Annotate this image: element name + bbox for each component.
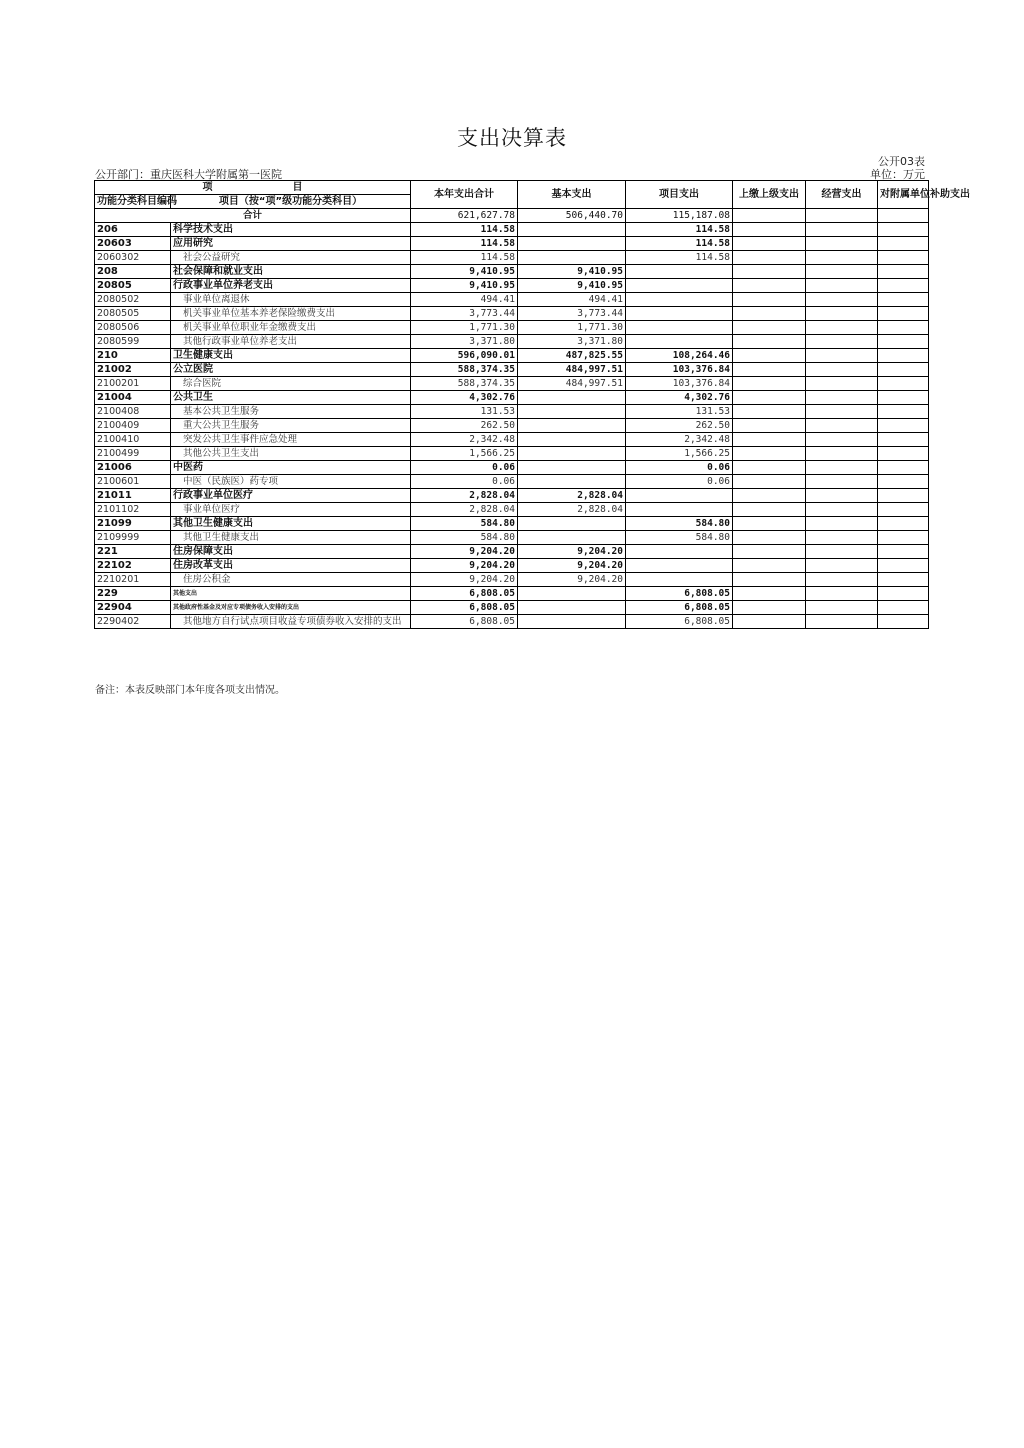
row-subsidy bbox=[878, 573, 929, 587]
row-code: 21006 bbox=[95, 461, 171, 475]
superior-col-header: 上缴上级支出 bbox=[733, 181, 806, 209]
row-basic: 9,204.20 bbox=[518, 559, 626, 573]
row-name: 社会公益研究 bbox=[171, 251, 411, 265]
row-project: 0.06 bbox=[626, 475, 733, 489]
row-superior bbox=[733, 419, 806, 433]
row-total: 114.58 bbox=[411, 251, 518, 265]
row-superior bbox=[733, 405, 806, 419]
row-code: 2080505 bbox=[95, 307, 171, 321]
row-code: 229 bbox=[95, 587, 171, 601]
table-row bbox=[95, 307, 929, 321]
row-project: 6,808.05 bbox=[626, 601, 733, 615]
row-total: 262.50 bbox=[411, 419, 518, 433]
row-subsidy bbox=[878, 279, 929, 293]
row-name: 公立医院 bbox=[171, 363, 411, 377]
row-basic bbox=[518, 237, 626, 251]
row-code: 21011 bbox=[95, 489, 171, 503]
row-basic bbox=[518, 601, 626, 615]
row-total: 494.41 bbox=[411, 293, 518, 307]
row-basic: 9,410.95 bbox=[518, 265, 626, 279]
row-name: 中医药 bbox=[171, 461, 411, 475]
operating-col-header: 经营支出 bbox=[806, 181, 878, 209]
row-subsidy bbox=[878, 489, 929, 503]
row-superior bbox=[733, 293, 806, 307]
row-subsidy bbox=[878, 447, 929, 461]
table-row bbox=[95, 419, 929, 433]
table-row bbox=[95, 279, 929, 293]
row-project: 6,808.05 bbox=[626, 587, 733, 601]
table-row bbox=[95, 615, 929, 629]
row-basic: 9,410.95 bbox=[518, 279, 626, 293]
row-superior bbox=[733, 377, 806, 391]
row-name: 其他行政事业单位养老支出 bbox=[171, 335, 411, 349]
row-superior bbox=[733, 307, 806, 321]
table-row bbox=[95, 601, 929, 615]
name-col-header: 项目（按“项”级功能分类科目） bbox=[171, 195, 411, 209]
row-name: 住房保障支出 bbox=[171, 545, 411, 559]
table-row bbox=[95, 265, 929, 279]
table-row bbox=[95, 489, 929, 503]
row-subsidy bbox=[878, 391, 929, 405]
row-subsidy bbox=[878, 615, 929, 629]
row-basic: 9,204.20 bbox=[518, 545, 626, 559]
row-superior bbox=[733, 601, 806, 615]
expenditure-table bbox=[94, 180, 970, 629]
row-basic: 9,204.20 bbox=[518, 573, 626, 587]
row-name: 其他支出 bbox=[171, 587, 411, 601]
row-code: 2100408 bbox=[95, 405, 171, 419]
row-subsidy bbox=[878, 531, 929, 545]
row-operating bbox=[806, 433, 878, 447]
table-row bbox=[95, 517, 929, 531]
row-project: 6,808.05 bbox=[626, 615, 733, 629]
table-row bbox=[95, 335, 929, 349]
basic-col-header: 基本支出 bbox=[518, 181, 626, 209]
row-project: 108,264.46 bbox=[626, 349, 733, 363]
row-operating bbox=[806, 545, 878, 559]
remark-note: 备注：本表反映部门本年度各项支出情况。 bbox=[95, 685, 285, 696]
table-row bbox=[95, 405, 929, 419]
row-code: 2210201 bbox=[95, 573, 171, 587]
row-subsidy bbox=[878, 419, 929, 433]
table-row bbox=[95, 223, 929, 237]
total-basic: 506,440.70 bbox=[518, 209, 626, 223]
row-superior bbox=[733, 615, 806, 629]
row-name: 其他地方自行试点项目收益专项债券收入安排的支出 bbox=[171, 615, 411, 629]
table-row bbox=[95, 433, 929, 447]
row-basic bbox=[518, 251, 626, 265]
row-code: 2100409 bbox=[95, 419, 171, 433]
row-superior bbox=[733, 545, 806, 559]
table-row bbox=[95, 237, 929, 251]
row-code: 2109999 bbox=[95, 531, 171, 545]
row-name: 机关事业单位职业年金缴费支出 bbox=[171, 321, 411, 335]
row-code: 21099 bbox=[95, 517, 171, 531]
row-name: 行政事业单位养老支出 bbox=[171, 279, 411, 293]
row-operating bbox=[806, 391, 878, 405]
row-project bbox=[626, 335, 733, 349]
row-project bbox=[626, 559, 733, 573]
row-subsidy bbox=[878, 321, 929, 335]
row-total: 6,808.05 bbox=[411, 615, 518, 629]
row-name: 突发公共卫生事件应急处理 bbox=[171, 433, 411, 447]
row-name: 其他卫生健康支出 bbox=[171, 517, 411, 531]
row-subsidy bbox=[878, 349, 929, 363]
total-row bbox=[95, 209, 929, 223]
row-operating bbox=[806, 349, 878, 363]
row-basic: 3,371.80 bbox=[518, 335, 626, 349]
table-row bbox=[95, 321, 929, 335]
row-total: 114.58 bbox=[411, 237, 518, 251]
row-basic bbox=[518, 433, 626, 447]
item-group-header: 项 目 bbox=[95, 181, 411, 195]
row-subsidy bbox=[878, 475, 929, 489]
row-name: 住房改革支出 bbox=[171, 559, 411, 573]
row-total: 2,828.04 bbox=[411, 503, 518, 517]
row-subsidy bbox=[878, 503, 929, 517]
row-code: 2100601 bbox=[95, 475, 171, 489]
row-project bbox=[626, 307, 733, 321]
table-row bbox=[95, 475, 929, 489]
table-row bbox=[95, 251, 929, 265]
row-subsidy bbox=[878, 307, 929, 321]
row-operating bbox=[806, 279, 878, 293]
row-code: 20805 bbox=[95, 279, 171, 293]
row-superior bbox=[733, 475, 806, 489]
row-code: 2100410 bbox=[95, 433, 171, 447]
total-col-header: 本年支出合计 bbox=[411, 181, 518, 209]
row-basic: 2,828.04 bbox=[518, 503, 626, 517]
row-superior bbox=[733, 265, 806, 279]
table-row bbox=[95, 545, 929, 559]
row-subsidy bbox=[878, 601, 929, 615]
row-name: 社会保障和就业支出 bbox=[171, 265, 411, 279]
form-number: 公开03表 bbox=[878, 155, 925, 168]
row-name: 机关事业单位基本养老保险缴费支出 bbox=[171, 307, 411, 321]
row-subsidy bbox=[878, 265, 929, 279]
row-superior bbox=[733, 503, 806, 517]
row-superior bbox=[733, 447, 806, 461]
code-col-header: 功能分类科目编码 bbox=[95, 195, 171, 209]
row-operating bbox=[806, 559, 878, 573]
row-name: 住房公积金 bbox=[171, 573, 411, 587]
row-total: 2,828.04 bbox=[411, 489, 518, 503]
row-project: 0.06 bbox=[626, 461, 733, 475]
row-basic: 2,828.04 bbox=[518, 489, 626, 503]
row-superior bbox=[733, 587, 806, 601]
row-superior bbox=[733, 559, 806, 573]
row-subsidy bbox=[878, 251, 929, 265]
row-code: 2290402 bbox=[95, 615, 171, 629]
row-code: 21004 bbox=[95, 391, 171, 405]
row-subsidy bbox=[878, 517, 929, 531]
row-total: 584.80 bbox=[411, 517, 518, 531]
row-project bbox=[626, 279, 733, 293]
row-project: 584.80 bbox=[626, 531, 733, 545]
table-row bbox=[95, 503, 929, 517]
row-total: 3,371.80 bbox=[411, 335, 518, 349]
table-row bbox=[95, 573, 929, 587]
row-total: 9,410.95 bbox=[411, 279, 518, 293]
row-code: 21002 bbox=[95, 363, 171, 377]
total-project: 115,187.08 bbox=[626, 209, 733, 223]
table-row bbox=[95, 363, 929, 377]
table-row bbox=[95, 447, 929, 461]
row-project: 103,376.84 bbox=[626, 377, 733, 391]
row-name: 公共卫生 bbox=[171, 391, 411, 405]
row-superior bbox=[733, 251, 806, 265]
row-operating bbox=[806, 419, 878, 433]
row-operating bbox=[806, 517, 878, 531]
row-superior bbox=[733, 237, 806, 251]
row-subsidy bbox=[878, 293, 929, 307]
row-basic: 494.41 bbox=[518, 293, 626, 307]
table-row bbox=[95, 531, 929, 545]
row-code: 210 bbox=[95, 349, 171, 363]
row-total: 114.58 bbox=[411, 223, 518, 237]
row-name: 基本公共卫生服务 bbox=[171, 405, 411, 419]
row-basic bbox=[518, 517, 626, 531]
row-operating bbox=[806, 489, 878, 503]
row-code: 221 bbox=[95, 545, 171, 559]
row-basic: 484,997.51 bbox=[518, 363, 626, 377]
row-basic bbox=[518, 461, 626, 475]
row-total: 0.06 bbox=[411, 475, 518, 489]
row-operating bbox=[806, 321, 878, 335]
row-name: 其他政府性基金及对应专项债务收入安排的支出 bbox=[171, 601, 411, 615]
department-label: 公开部门：重庆医科大学附属第一医院 bbox=[95, 168, 282, 181]
row-operating bbox=[806, 587, 878, 601]
row-project bbox=[626, 265, 733, 279]
row-basic: 487,825.55 bbox=[518, 349, 626, 363]
row-operating bbox=[806, 503, 878, 517]
row-total: 584.80 bbox=[411, 531, 518, 545]
row-code: 2100499 bbox=[95, 447, 171, 461]
row-project bbox=[626, 545, 733, 559]
row-total: 2,342.48 bbox=[411, 433, 518, 447]
row-subsidy bbox=[878, 545, 929, 559]
row-total: 6,808.05 bbox=[411, 587, 518, 601]
total-operating bbox=[806, 209, 878, 223]
row-superior bbox=[733, 433, 806, 447]
row-project bbox=[626, 573, 733, 587]
table-row bbox=[95, 377, 929, 391]
row-name: 重大公共卫生服务 bbox=[171, 419, 411, 433]
row-total: 9,204.20 bbox=[411, 545, 518, 559]
row-operating bbox=[806, 447, 878, 461]
row-total: 9,410.95 bbox=[411, 265, 518, 279]
row-operating bbox=[806, 531, 878, 545]
row-project bbox=[626, 503, 733, 517]
row-name: 科学技术支出 bbox=[171, 223, 411, 237]
row-operating bbox=[806, 615, 878, 629]
row-name: 事业单位离退休 bbox=[171, 293, 411, 307]
row-code: 2100201 bbox=[95, 377, 171, 391]
row-project: 1,566.25 bbox=[626, 447, 733, 461]
row-name: 应用研究 bbox=[171, 237, 411, 251]
project-col-header: 项目支出 bbox=[626, 181, 733, 209]
total-label: 合计 bbox=[95, 209, 411, 223]
row-name: 其他公共卫生支出 bbox=[171, 447, 411, 461]
row-subsidy bbox=[878, 433, 929, 447]
table-row bbox=[95, 293, 929, 307]
row-superior bbox=[733, 279, 806, 293]
row-superior bbox=[733, 335, 806, 349]
row-project: 2,342.48 bbox=[626, 433, 733, 447]
table-row bbox=[95, 461, 929, 475]
row-basic bbox=[518, 419, 626, 433]
row-basic bbox=[518, 531, 626, 545]
unit-label: 单位：万元 bbox=[870, 168, 925, 181]
row-subsidy bbox=[878, 223, 929, 237]
row-name: 综合医院 bbox=[171, 377, 411, 391]
row-code: 2080502 bbox=[95, 293, 171, 307]
row-superior bbox=[733, 321, 806, 335]
table-row bbox=[95, 349, 929, 363]
row-total: 1,771.30 bbox=[411, 321, 518, 335]
row-total: 4,302.76 bbox=[411, 391, 518, 405]
row-total: 3,773.44 bbox=[411, 307, 518, 321]
row-operating bbox=[806, 377, 878, 391]
row-total: 9,204.20 bbox=[411, 573, 518, 587]
table-row bbox=[95, 587, 929, 601]
row-project: 131.53 bbox=[626, 405, 733, 419]
row-operating bbox=[806, 335, 878, 349]
row-project: 114.58 bbox=[626, 223, 733, 237]
row-code: 208 bbox=[95, 265, 171, 279]
row-code: 206 bbox=[95, 223, 171, 237]
row-basic: 3,773.44 bbox=[518, 307, 626, 321]
row-project: 114.58 bbox=[626, 237, 733, 251]
row-code: 20603 bbox=[95, 237, 171, 251]
row-name: 事业单位医疗 bbox=[171, 503, 411, 517]
row-superior bbox=[733, 489, 806, 503]
row-superior bbox=[733, 391, 806, 405]
row-total: 6,808.05 bbox=[411, 601, 518, 615]
row-basic bbox=[518, 405, 626, 419]
row-name: 卫生健康支出 bbox=[171, 349, 411, 363]
row-project bbox=[626, 293, 733, 307]
row-total: 0.06 bbox=[411, 461, 518, 475]
table-row bbox=[95, 559, 929, 573]
row-project bbox=[626, 321, 733, 335]
page-title: 支出决算表 bbox=[457, 126, 567, 150]
row-total: 596,090.01 bbox=[411, 349, 518, 363]
row-operating bbox=[806, 573, 878, 587]
row-project: 103,376.84 bbox=[626, 363, 733, 377]
row-name: 其他卫生健康支出 bbox=[171, 531, 411, 545]
row-operating bbox=[806, 293, 878, 307]
row-operating bbox=[806, 405, 878, 419]
row-code: 2060302 bbox=[95, 251, 171, 265]
row-superior bbox=[733, 531, 806, 545]
row-operating bbox=[806, 601, 878, 615]
row-code: 22102 bbox=[95, 559, 171, 573]
row-basic bbox=[518, 615, 626, 629]
row-basic: 484,997.51 bbox=[518, 377, 626, 391]
row-subsidy bbox=[878, 363, 929, 377]
row-superior bbox=[733, 223, 806, 237]
row-subsidy bbox=[878, 377, 929, 391]
row-superior bbox=[733, 363, 806, 377]
row-code: 2101102 bbox=[95, 503, 171, 517]
row-total: 9,204.20 bbox=[411, 559, 518, 573]
row-basic bbox=[518, 447, 626, 461]
row-code: 2080599 bbox=[95, 335, 171, 349]
row-superior bbox=[733, 349, 806, 363]
row-operating bbox=[806, 223, 878, 237]
row-project: 262.50 bbox=[626, 419, 733, 433]
row-subsidy bbox=[878, 335, 929, 349]
row-subsidy bbox=[878, 587, 929, 601]
row-subsidy bbox=[878, 461, 929, 475]
row-operating bbox=[806, 475, 878, 489]
row-code: 2080506 bbox=[95, 321, 171, 335]
row-name: 行政事业单位医疗 bbox=[171, 489, 411, 503]
subsidy-col-header: 对附属单位补助支出 bbox=[878, 181, 929, 209]
row-project: 4,302.76 bbox=[626, 391, 733, 405]
row-superior bbox=[733, 461, 806, 475]
row-basic bbox=[518, 587, 626, 601]
row-operating bbox=[806, 363, 878, 377]
row-superior bbox=[733, 573, 806, 587]
total-amount: 621,627.78 bbox=[411, 209, 518, 223]
row-operating bbox=[806, 251, 878, 265]
row-basic bbox=[518, 391, 626, 405]
total-superior bbox=[733, 209, 806, 223]
row-subsidy bbox=[878, 405, 929, 419]
row-project: 114.58 bbox=[626, 251, 733, 265]
row-total: 588,374.35 bbox=[411, 363, 518, 377]
row-operating bbox=[806, 237, 878, 251]
row-basic bbox=[518, 223, 626, 237]
row-basic bbox=[518, 475, 626, 489]
row-operating bbox=[806, 461, 878, 475]
row-project bbox=[626, 489, 733, 503]
row-total: 1,566.25 bbox=[411, 447, 518, 461]
row-code: 22904 bbox=[95, 601, 171, 615]
row-subsidy bbox=[878, 559, 929, 573]
row-total: 588,374.35 bbox=[411, 377, 518, 391]
row-total: 131.53 bbox=[411, 405, 518, 419]
row-superior bbox=[733, 517, 806, 531]
row-basic: 1,771.30 bbox=[518, 321, 626, 335]
row-operating bbox=[806, 265, 878, 279]
total-subsidy bbox=[878, 209, 929, 223]
row-name: 中医（民族医）药专项 bbox=[171, 475, 411, 489]
row-subsidy bbox=[878, 237, 929, 251]
table-row bbox=[95, 391, 929, 405]
row-operating bbox=[806, 307, 878, 321]
row-project: 584.80 bbox=[626, 517, 733, 531]
